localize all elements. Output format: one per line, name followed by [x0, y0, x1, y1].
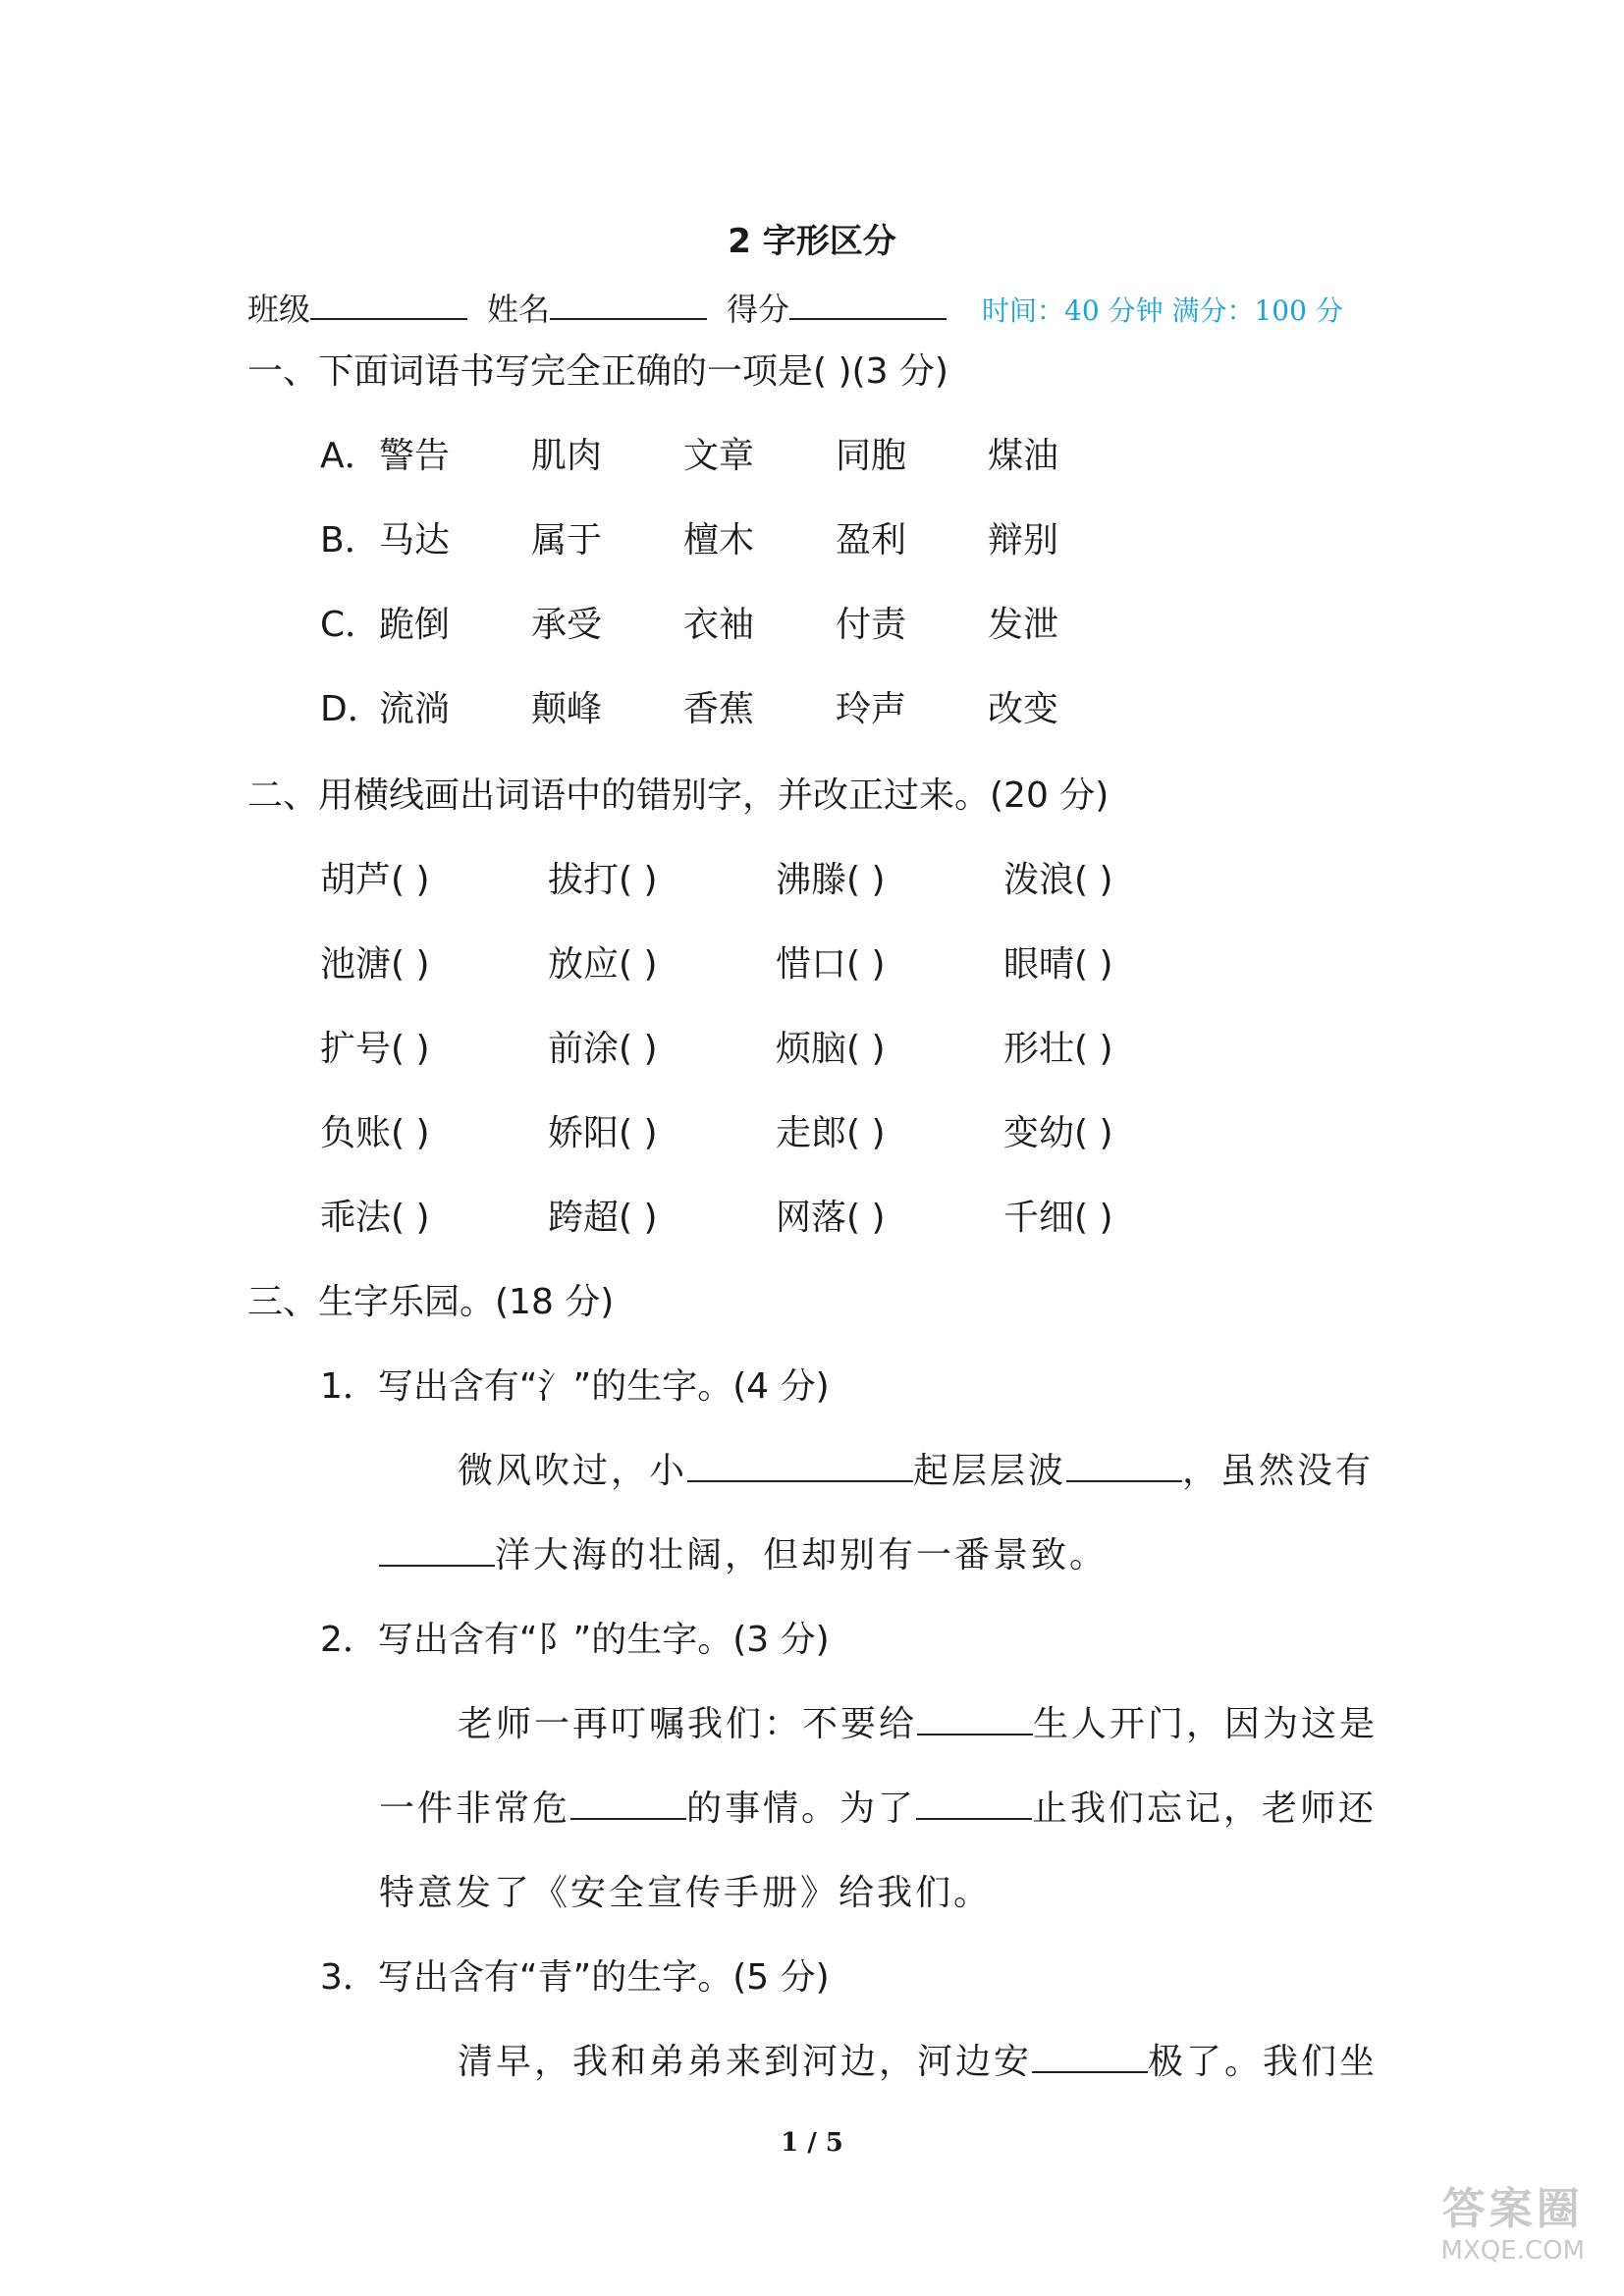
option-letter: C． — [320, 605, 381, 645]
correction-item: 放应( ) — [548, 944, 658, 985]
option-row-d — [320, 681, 1140, 731]
option-word: 属于 — [531, 520, 603, 561]
correction-row — [320, 1021, 1231, 1071]
correction-item: 负账( ) — [320, 1113, 430, 1153]
correction-item: 烦脑( ) — [776, 1029, 886, 1069]
option-word: 跪倒 — [379, 605, 451, 645]
option-word: 衣袖 — [683, 605, 755, 645]
correction-row — [320, 852, 1231, 902]
option-word: 煤油 — [988, 436, 1059, 476]
page-number: 1 / 5 — [781, 2128, 843, 2158]
correction-item: 拔打( ) — [548, 860, 658, 900]
correction-item: 池溏( ) — [320, 944, 430, 985]
option-word: 流淌 — [379, 689, 451, 729]
section3-heading: 三、生字乐园。(18 分) — [247, 1282, 615, 1322]
score-label: 得分 — [727, 291, 790, 328]
name-label: 姓名 — [487, 291, 551, 328]
correction-item: 形壮( ) — [1003, 1029, 1113, 1069]
score-blank — [789, 289, 947, 320]
option-letter: A． — [320, 436, 380, 476]
q2-line3: 特意发了《安全宣传手册》给我们。 — [379, 1873, 993, 1913]
fill-blank[interactable] — [917, 1702, 1033, 1735]
correction-row — [320, 936, 1231, 987]
correction-item: 网落( ) — [776, 1198, 886, 1238]
option-row-b — [320, 512, 1140, 562]
q2-text: 止我们忘记，老师还 — [1032, 1789, 1378, 1829]
q1-prompt: 1．写出含有“氵”的生字。(4 分) — [320, 1366, 830, 1407]
fill-blank[interactable] — [916, 1787, 1032, 1820]
correction-item: 眼晴( ) — [1003, 944, 1113, 985]
option-word: 同胞 — [836, 436, 907, 476]
q2-text: 生人开门，因为这是 — [1033, 1704, 1379, 1744]
name-blank — [550, 289, 707, 320]
fill-blank[interactable] — [379, 1533, 495, 1567]
q1-text: 起层层波 — [913, 1451, 1067, 1491]
q1-line2 — [379, 1527, 1108, 1577]
option-word: 马达 — [379, 520, 451, 561]
correction-item: 前涂( ) — [548, 1029, 658, 1069]
class-blank — [310, 289, 467, 320]
option-word: 辩别 — [988, 520, 1059, 561]
correction-row — [320, 1190, 1231, 1240]
option-row-a — [320, 428, 1140, 478]
fill-blank[interactable] — [570, 1787, 686, 1820]
q2-text: 的事情。为了 — [686, 1789, 917, 1829]
option-word: 文章 — [683, 436, 755, 476]
correction-item: 惜口( ) — [776, 944, 886, 985]
option-word: 肌肉 — [531, 436, 603, 476]
q2-text: 一件非常危 — [379, 1789, 571, 1829]
option-word: 盈利 — [836, 520, 907, 561]
correction-row — [320, 1105, 1231, 1155]
q2-text: 老师一再叮嘱我们：不要给 — [458, 1704, 918, 1744]
option-word: 警告 — [379, 436, 451, 476]
q1-line1 — [458, 1443, 1374, 1493]
fill-blank[interactable] — [1066, 1449, 1182, 1482]
option-word: 付责 — [836, 605, 907, 645]
q2-line1 — [458, 1696, 1378, 1746]
correction-item: 娇阳( ) — [548, 1113, 658, 1153]
correction-item: 跨超( ) — [548, 1198, 658, 1238]
correction-item: 变幼( ) — [1003, 1113, 1113, 1153]
correction-item: 沸滕( ) — [776, 860, 886, 900]
section2-heading: 二、用横线画出词语中的错别字，并改正过来。(20 分) — [247, 775, 1110, 816]
option-word: 玲声 — [836, 689, 907, 729]
option-letter: B． — [320, 520, 380, 561]
option-word: 颠峰 — [531, 689, 603, 729]
correction-item: 胡芦( ) — [320, 860, 430, 900]
option-word: 发泄 — [988, 605, 1059, 645]
watermark-logo — [1441, 2184, 1585, 2267]
worksheet-title: 2 字形区分 — [728, 222, 896, 261]
q3-text: 清早，我和弟弟来到河边，河边安 — [458, 2042, 1033, 2082]
q1-text: 洋大海的壮阔，但却别有一番景致。 — [495, 1535, 1109, 1575]
time-score-meta: 时间：40 分钟 满分：100 分 — [982, 294, 1343, 327]
q3-line1 — [458, 2034, 1378, 2084]
option-word: 改变 — [988, 689, 1059, 729]
q2-prompt: 2．写出含有“阝”的生字。(3 分) — [320, 1620, 830, 1660]
q2-line2 — [379, 1781, 1377, 1831]
student-info-row — [247, 285, 1377, 330]
fill-blank[interactable] — [1032, 2040, 1148, 2073]
q3-prompt: 3．写出含有“青”的生字。(5 分) — [320, 1957, 830, 1998]
option-row-c — [320, 597, 1140, 647]
class-label: 班级 — [247, 291, 311, 328]
correction-item: 走郎( ) — [776, 1113, 886, 1153]
correction-item: 泼浪( ) — [1003, 860, 1113, 900]
option-word: 檀木 — [683, 520, 755, 561]
section1-heading: 一、下面词语书写完全正确的一项是( )(3 分) — [247, 351, 948, 392]
q3-text: 极了。我们坐 — [1148, 2042, 1379, 2082]
watermark-main: 答案圈 — [1441, 2184, 1584, 2235]
fill-blank[interactable] — [687, 1449, 913, 1482]
correction-item: 乖法( ) — [320, 1198, 430, 1238]
q1-text: ，虽然没有 — [1182, 1451, 1375, 1491]
option-word: 承受 — [531, 605, 603, 645]
watermark-url: MXQE.COM — [1440, 2235, 1585, 2266]
correction-item: 扩号( ) — [320, 1029, 430, 1069]
option-letter: D． — [320, 689, 383, 729]
option-word: 香蕉 — [683, 689, 755, 729]
q1-text: 微风吹过，小 — [458, 1451, 688, 1491]
correction-item: 千细( ) — [1003, 1198, 1113, 1238]
